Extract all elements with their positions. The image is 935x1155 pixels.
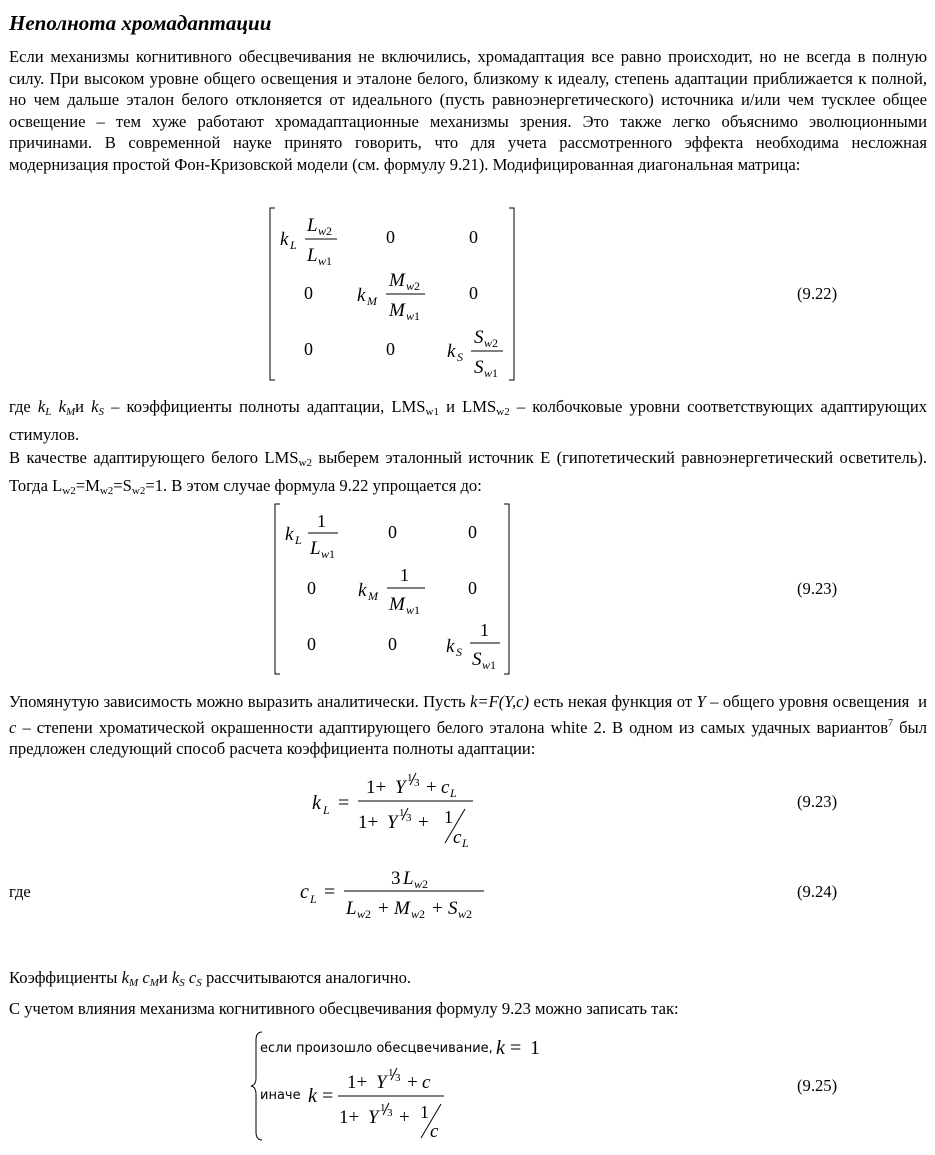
paragraph-adapting-white: В качестве адаптирующего белого $LMS_{w2}$ выберем эталонный источник E (гипотетический равноэнергетический осветитель). Тогда $L_{w2}=M_{w2}=S_{w2}=1$. В этом случае формула 9.22 упрощается до: <box>9 448 928 497</box>
svg-text:1: 1 <box>400 565 409 585</box>
svg-text:3: 3 <box>414 777 420 789</box>
svg-text:k: k <box>312 792 321 814</box>
svg-text:+: + <box>418 812 429 833</box>
svg-text:1: 1 <box>530 1037 540 1059</box>
equation-number-9-23b: (9.23) <box>797 792 838 811</box>
svg-text:c: c <box>441 777 450 798</box>
svg-text:2: 2 <box>466 907 472 921</box>
svg-text:w: w <box>484 366 493 380</box>
svg-text:w: w <box>411 907 420 921</box>
svg-text:0: 0 <box>468 522 477 542</box>
svg-text:M: M <box>368 589 378 603</box>
svg-text:L: L <box>307 245 318 266</box>
svg-text:c: c <box>422 1072 431 1093</box>
svg-text:1: 1 <box>326 254 332 268</box>
equation-number-9-22: (9.22) <box>797 284 838 303</box>
svg-text:0: 0 <box>386 339 395 359</box>
svg-text:S: S <box>448 898 458 919</box>
svg-text:S: S <box>457 350 463 364</box>
svg-text:L: L <box>310 538 321 559</box>
svg-text:=: = <box>338 792 350 814</box>
svg-text:M: M <box>394 898 410 919</box>
svg-text:2: 2 <box>326 224 332 238</box>
svg-text:w: w <box>458 907 467 921</box>
svg-text:1: 1 <box>480 620 489 640</box>
svg-text:S: S <box>474 357 484 378</box>
svg-text:1: 1 <box>420 1102 429 1122</box>
svg-text:0: 0 <box>304 339 313 359</box>
svg-text:1: 1 <box>329 547 335 561</box>
paragraph-coefficients: где $k_L$ $k_Mи$ $k_S$ – коэффициенты полноты адаптации, $LMS_{w1}$ и $LMS_{w2}$ – колбочковые уровни соответствующих адаптирующих стимулов. <box>9 397 928 444</box>
svg-text:0: 0 <box>304 283 313 303</box>
svg-text:2: 2 <box>414 279 420 293</box>
svg-text:0: 0 <box>469 283 478 303</box>
svg-text:k: k <box>358 580 367 601</box>
svg-text:L: L <box>290 238 297 252</box>
svg-text:w: w <box>406 279 415 293</box>
svg-text:c: c <box>453 827 462 848</box>
svg-text:1: 1 <box>388 1067 394 1079</box>
svg-text:Y: Y <box>376 1072 387 1093</box>
svg-text:L: L <box>307 215 318 236</box>
svg-text:3: 3 <box>395 1072 401 1084</box>
svg-text:+: + <box>378 898 389 919</box>
svg-text:w: w <box>484 336 493 350</box>
svg-text:c: c <box>430 1121 439 1142</box>
svg-text:L: L <box>450 786 457 800</box>
case2-text: иначе <box>260 1088 301 1103</box>
svg-text:1: 1 <box>317 511 326 531</box>
svg-text:S: S <box>456 645 462 659</box>
svg-text:1: 1 <box>399 807 405 819</box>
paragraph-other-coefficients: Коэффициенты $k_M$ $c_Mи$ $k_S$ $c_S$ рассчитываются аналогично. <box>9 968 412 989</box>
svg-text:1: 1 <box>490 658 496 672</box>
svg-text:w: w <box>482 658 491 672</box>
svg-text:+: + <box>407 1072 418 1093</box>
svg-text:L: L <box>346 898 357 919</box>
svg-text:=: = <box>324 881 336 903</box>
svg-text:w: w <box>318 254 327 268</box>
svg-text:1+: 1+ <box>339 1107 360 1128</box>
svg-text:L: L <box>295 533 302 547</box>
where-label: где <box>9 882 31 901</box>
svg-text:1: 1 <box>407 772 413 784</box>
formula-cL <box>296 862 491 924</box>
svg-text:2: 2 <box>419 907 425 921</box>
case1-text: если произошло обесцвечивание, <box>260 1041 493 1056</box>
svg-text:0: 0 <box>468 578 477 598</box>
svg-text:w: w <box>406 603 415 617</box>
svg-text:+: + <box>426 777 437 798</box>
svg-text:1: 1 <box>414 309 420 323</box>
svg-text:+: + <box>432 898 443 919</box>
svg-text:1+: 1+ <box>366 777 387 798</box>
svg-text:k: k <box>496 1037 505 1059</box>
svg-text:k: k <box>447 341 456 362</box>
svg-text:1: 1 <box>444 807 453 827</box>
matrix-9-23 <box>270 502 515 678</box>
svg-text:1+: 1+ <box>358 812 379 833</box>
paragraph-cognitive: С учетом влияния механизма когнитивного обесцвечивания формулу 9.23 можно записать так: <box>9 999 679 1018</box>
svg-text:=: = <box>510 1037 522 1059</box>
svg-text:3: 3 <box>391 868 401 889</box>
svg-text:=: = <box>322 1085 334 1107</box>
paragraph-analytic: Упомянутую зависимость можно выразить аналитически. Пусть k=F(Y,c) есть некая функция от Y – общего уровня освещения и c – степени хроматической окрашенности адаптирующего белого эталона white 2. В одном из самых удачных вариантов$^7$ был предложен следующий способ расчета коэффициента полноты адаптации: <box>9 692 928 758</box>
formula-9-25 <box>250 1030 550 1142</box>
svg-text:M: M <box>389 270 405 291</box>
svg-text:0: 0 <box>307 634 316 654</box>
svg-text:Y: Y <box>387 812 398 833</box>
svg-text:Y: Y <box>395 777 406 798</box>
equation-number-9-23a: (9.23) <box>797 579 838 598</box>
svg-text:1: 1 <box>380 1102 386 1114</box>
paragraph-intro: Если механизмы когнитивного обесцвечивания не включились, хромадаптация все равно происходит, но не всегда в полную силу. При высоком уровне общего освещения и эталоне белого, близкому к идеалу, степень адаптации приближается к полной, но чем дальше эталон белого отклоняется от идеального (пусть равноэнергетического) источника и/или чем тусклее общее освещение – тем хуже работают хромадаптационные механизмы зрения. Это также легко объяснимо эволюционными причинами. В современной науке принято говорить, что для учета рассмотренного эффекта необходима несложная модернизация простой Фон-Кризовской модели (см. формулу 9.21). Модифицированная диагональная матрица: <box>9 47 927 174</box>
svg-text:k: k <box>280 229 289 250</box>
svg-text:w: w <box>414 877 423 891</box>
svg-text:w: w <box>321 547 330 561</box>
formula-kL <box>308 767 483 852</box>
svg-text:3: 3 <box>406 812 412 824</box>
svg-text:2: 2 <box>365 907 371 921</box>
svg-text:0: 0 <box>386 227 395 247</box>
svg-text:1: 1 <box>492 366 498 380</box>
equation-number-9-24: (9.24) <box>797 882 838 901</box>
svg-text:k: k <box>308 1085 317 1107</box>
svg-text:k: k <box>285 524 294 545</box>
svg-text:1: 1 <box>414 603 420 617</box>
svg-text:w: w <box>318 224 327 238</box>
svg-text:+: + <box>399 1107 410 1128</box>
svg-text:w: w <box>357 907 366 921</box>
svg-text:w: w <box>406 309 415 323</box>
svg-text:k: k <box>446 636 455 657</box>
svg-text:0: 0 <box>388 634 397 654</box>
svg-text:Y: Y <box>368 1107 379 1128</box>
svg-text:3: 3 <box>387 1107 393 1119</box>
svg-text:M: M <box>367 294 377 308</box>
svg-text:M: M <box>389 300 405 321</box>
svg-text:c: c <box>300 881 309 903</box>
svg-text:0: 0 <box>307 578 316 598</box>
matrix-9-22 <box>265 205 525 383</box>
svg-text:L: L <box>323 803 330 817</box>
svg-text:S: S <box>472 649 482 670</box>
svg-text:S: S <box>474 327 484 348</box>
svg-text:L: L <box>403 868 414 889</box>
svg-text:2: 2 <box>492 336 498 350</box>
svg-text:L: L <box>462 836 469 850</box>
section-title: Неполнота хромадаптации <box>9 11 272 35</box>
svg-text:0: 0 <box>469 227 478 247</box>
svg-text:1+: 1+ <box>347 1072 368 1093</box>
svg-text:k: k <box>357 285 366 306</box>
svg-text:0: 0 <box>388 522 397 542</box>
svg-text:M: M <box>389 594 405 615</box>
svg-text:2: 2 <box>422 877 428 891</box>
svg-text:L: L <box>310 892 317 906</box>
equation-number-9-25: (9.25) <box>797 1076 838 1095</box>
